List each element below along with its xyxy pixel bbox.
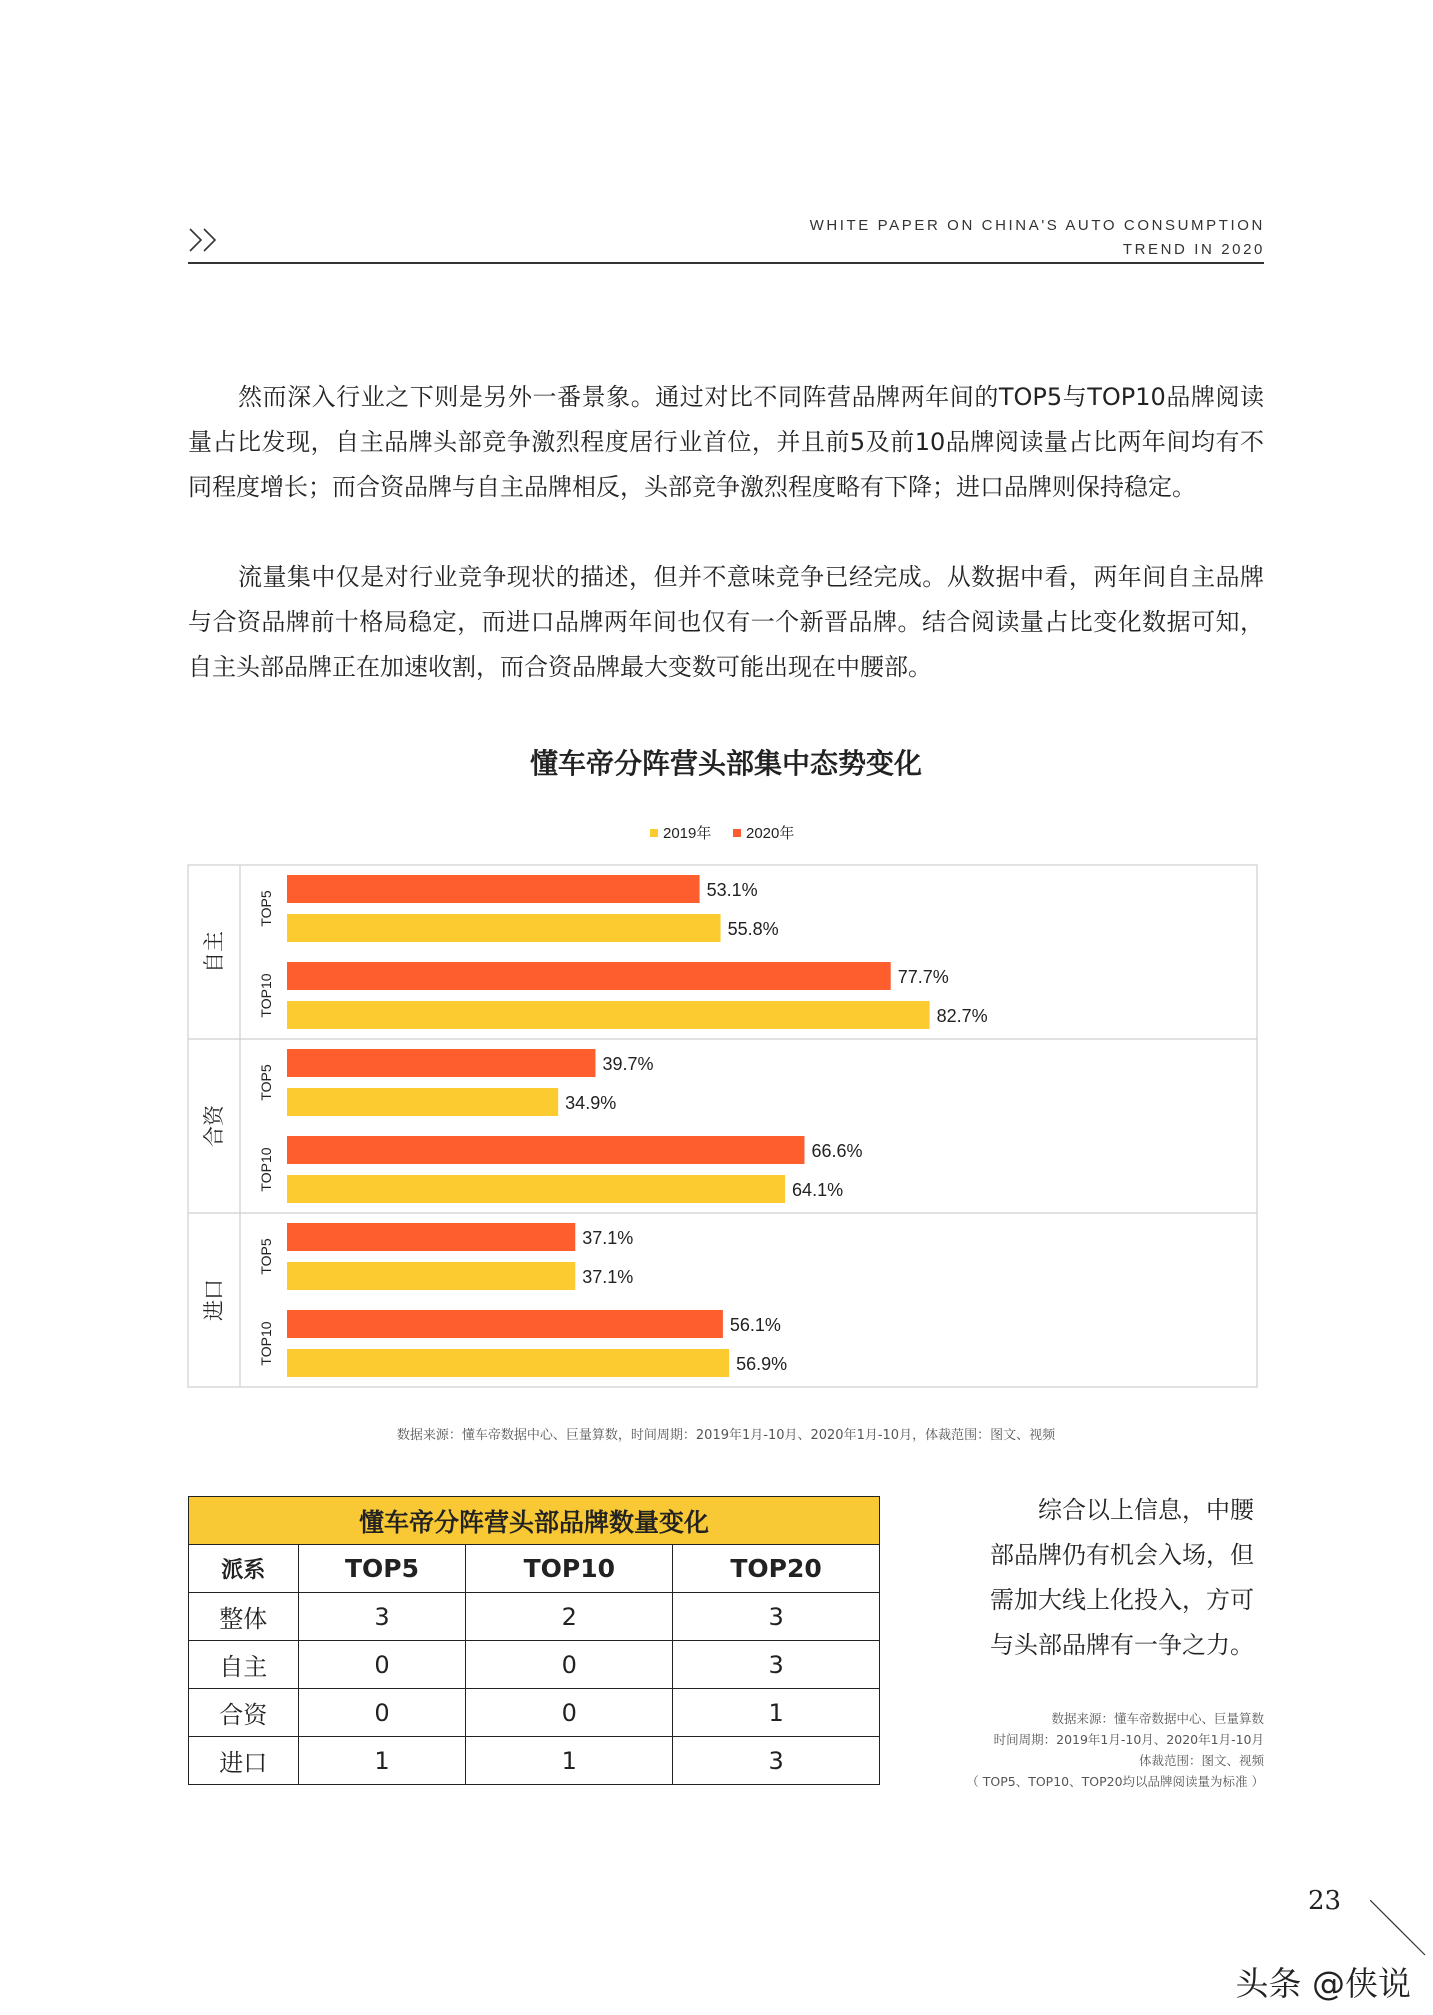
- brand-count-table: [188, 1496, 880, 1785]
- data-label: 66.6%: [811, 1141, 863, 1161]
- chart-source-note: 数据来源：懂车帝数据中心、巨量算数，时间周期：2019年1月-10月、2020年1月-10月，体裁范围：图文、视频: [396, 1428, 1056, 1443]
- side-source-line: 体裁范围：图文、视频: [1138, 1753, 1264, 1768]
- table-cell: 3: [673, 1737, 880, 1785]
- bar: [287, 1262, 575, 1290]
- bar: [287, 914, 721, 942]
- table-cell: 3: [298, 1593, 466, 1641]
- subgroup-label: TOP5: [258, 890, 274, 927]
- table-cell: 3: [673, 1593, 880, 1641]
- header-title-line1: WHITE PAPER ON CHINA'S AUTO CONSUMPTION: [809, 217, 1265, 234]
- table-header-cell: TOP20: [673, 1545, 880, 1593]
- table-cell: 1: [673, 1689, 880, 1737]
- diagonal-line-decoration: [1370, 1900, 1430, 1960]
- chart-title: 懂车帝分阵营头部集中态势变化: [529, 747, 922, 780]
- data-label: 39.7%: [602, 1054, 654, 1074]
- group-label: 合资: [202, 1105, 226, 1147]
- subgroup-label: TOP5: [258, 1064, 274, 1101]
- table-cell: 1: [298, 1737, 466, 1785]
- table-cell: 1: [466, 1737, 673, 1785]
- legend-label: 2020年: [746, 825, 795, 842]
- table-header-cell: 派系: [189, 1545, 299, 1593]
- table-header-cell: TOP10: [466, 1545, 673, 1593]
- table-cell: 0: [466, 1689, 673, 1737]
- data-label: 53.1%: [706, 880, 758, 900]
- table-cell: 0: [298, 1641, 466, 1689]
- table-row: [189, 1689, 880, 1737]
- legend-swatch: [650, 829, 658, 837]
- data-label: 56.9%: [736, 1354, 788, 1374]
- side-summary-text: 综合以上信息，中腰部品牌仍有机会入场，但需加大线上化投入，方可与头部品牌有一争之力。: [990, 1496, 1254, 1659]
- bar: [287, 1001, 930, 1029]
- body-paragraph-1: 然而深入行业之下则是另外一番景象。通过对比不同阵营品牌两年间的TOP5与TOP10品牌阅读量占比发现，自主品牌头部竞争激烈程度居行业首位，并且前5及前10品牌阅读量占比两年间均有不同程度增长；而合资品牌与自主品牌相反，头部竞争激烈程度略有下降；进口品牌则保持稳定。: [188, 383, 1264, 501]
- legend-swatch: [733, 829, 741, 837]
- legend-label: 2019年: [663, 825, 712, 842]
- bar: [287, 1175, 785, 1203]
- table-row: [189, 1593, 880, 1641]
- table-row: [189, 1737, 880, 1785]
- table-cell: 0: [466, 1641, 673, 1689]
- bar: [287, 1049, 595, 1077]
- table-caption: 懂车帝分阵营头部品牌数量变化: [189, 1497, 880, 1545]
- bar: [287, 1088, 558, 1116]
- table-header-cell: TOP5: [298, 1545, 466, 1593]
- side-source-line: （ TOP5、TOP10、TOP20均以品牌阅读量为标准 ）: [966, 1774, 1264, 1789]
- body-paragraph-2: 流量集中仅是对行业竞争现状的描述，但并不意味竞争已经完成。从数据中看，两年间自主品牌与合资品牌前十格局稳定，而进口品牌两年间也仅有一个新晋品牌。结合阅读量占比变化数据可知，自主头部品牌正在加速收割，而合资品牌最大变数可能出现在中腰部。: [188, 563, 1264, 681]
- chart-frame: [188, 865, 1257, 1387]
- table-cell: 自主: [189, 1641, 299, 1689]
- data-label: 56.1%: [729, 1315, 781, 1335]
- subgroup-label: TOP10: [258, 1147, 274, 1192]
- table-row: [189, 1641, 880, 1689]
- side-source-line: 时间周期：2019年1月-10月、2020年1月-10月: [993, 1732, 1264, 1747]
- bar: [287, 1136, 804, 1164]
- bar: [287, 962, 891, 990]
- data-label: 37.1%: [582, 1267, 634, 1287]
- bar: [287, 1310, 723, 1338]
- page-number: 23: [1308, 1886, 1342, 1916]
- bar: [287, 1349, 729, 1377]
- side-source-line: 数据来源：懂车帝数据中心、巨量算数: [1051, 1711, 1264, 1726]
- group-label: 进口: [202, 1279, 226, 1321]
- table-cell: 进口: [189, 1737, 299, 1785]
- subgroup-label: TOP10: [258, 973, 274, 1018]
- data-label: 77.7%: [897, 967, 949, 987]
- data-label: 82.7%: [936, 1006, 988, 1026]
- watermark: 头条 @侠说: [1235, 1964, 1411, 2003]
- data-label: 34.9%: [565, 1093, 617, 1113]
- subgroup-label: TOP10: [258, 1321, 274, 1366]
- side-source-note: [934, 1708, 1264, 1792]
- group-label: 自主: [202, 931, 226, 973]
- data-label: 55.8%: [727, 919, 779, 939]
- subgroup-label: TOP5: [258, 1238, 274, 1275]
- table-cell: 3: [673, 1641, 880, 1689]
- table-cell: 0: [298, 1689, 466, 1737]
- bar: [287, 1223, 575, 1251]
- table-cell: 2: [466, 1593, 673, 1641]
- header-title-line2: TREND IN 2020: [1122, 241, 1265, 258]
- bar: [287, 875, 700, 903]
- table-cell: 整体: [189, 1593, 299, 1641]
- table-cell: 合资: [189, 1689, 299, 1737]
- data-label: 37.1%: [582, 1228, 634, 1248]
- data-label: 64.1%: [792, 1180, 844, 1200]
